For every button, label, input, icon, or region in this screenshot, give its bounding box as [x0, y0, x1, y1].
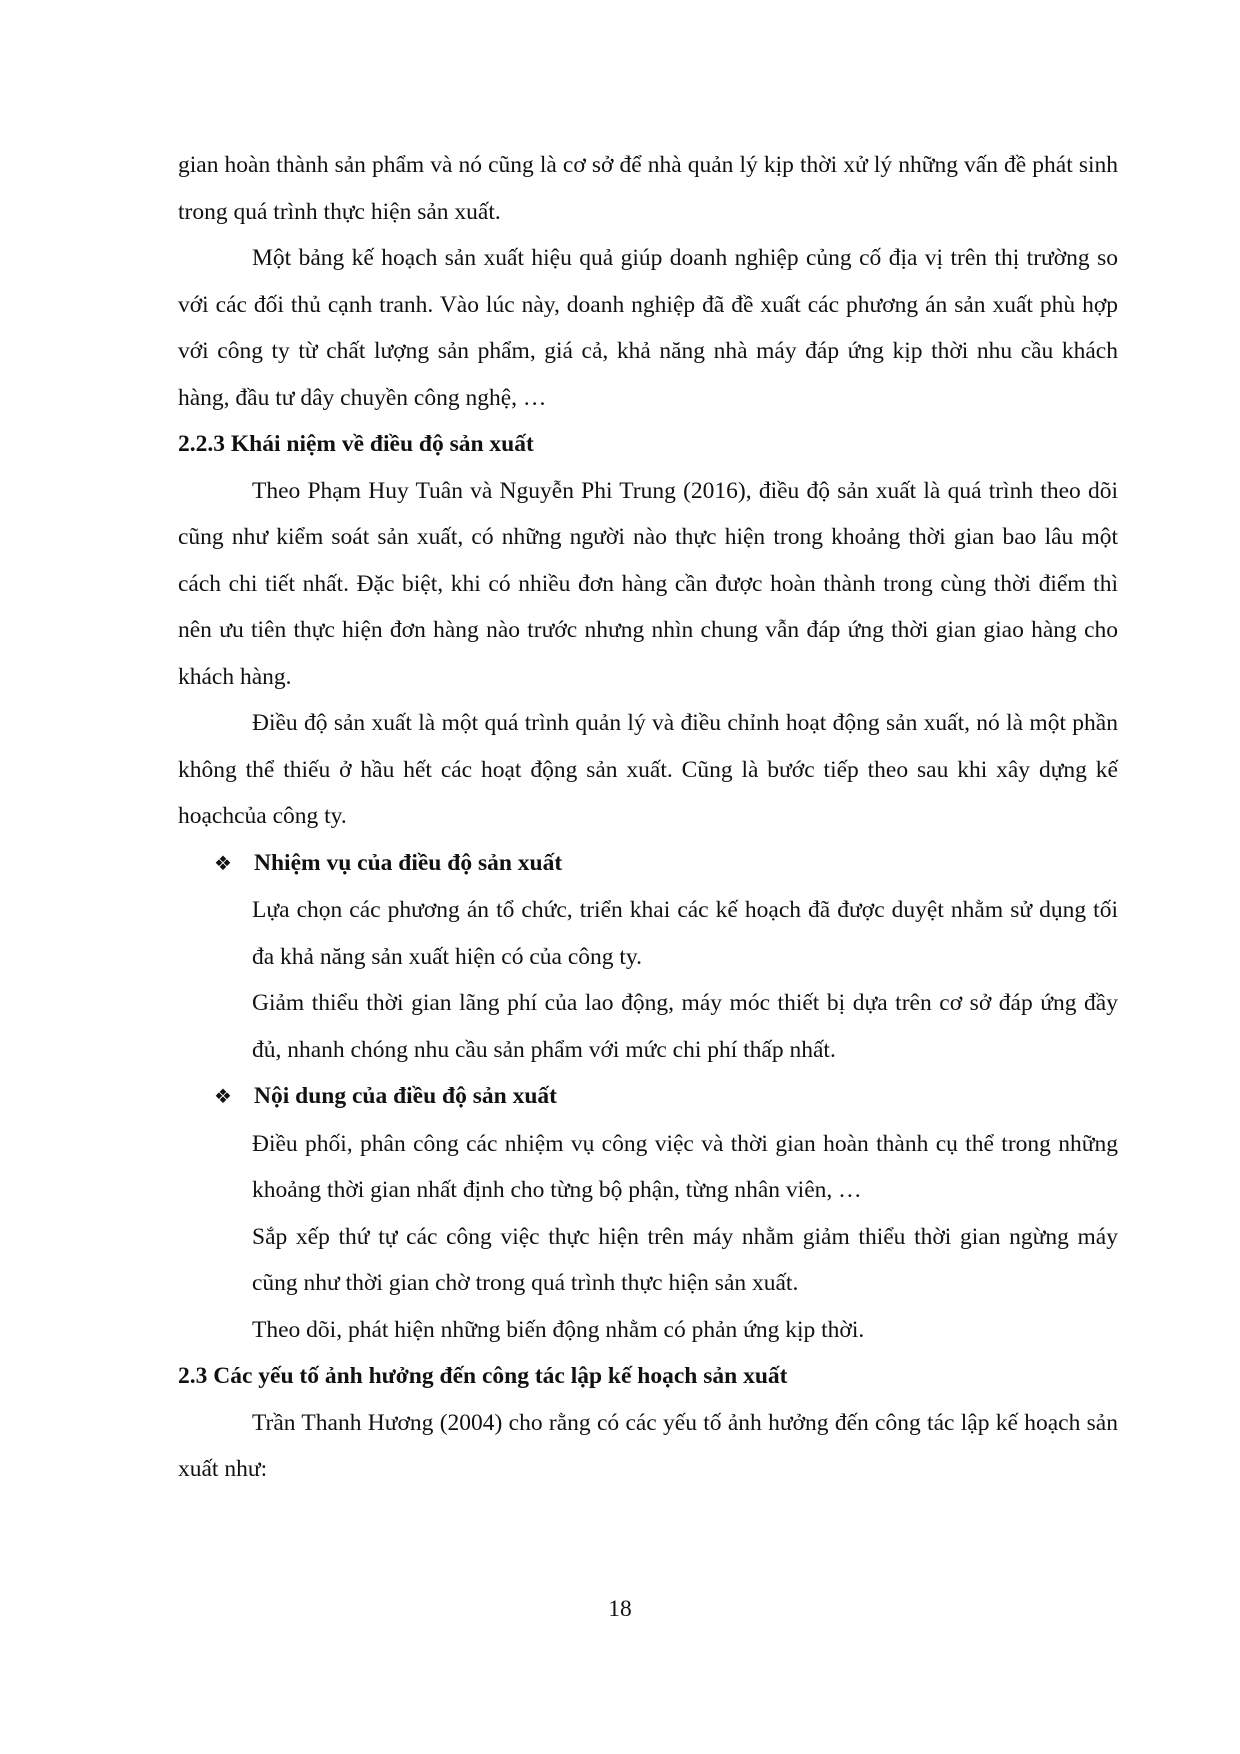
task-item-2: Giảm thiểu thời gian lãng phí của lao động, máy móc thiết bị dựa trên cơ sở đáp ứng đầy đủ, nhanh chóng nhu cầu sản phẩm với mức chi phí thấp nhất.: [252, 990, 1118, 1063]
paragraph-production-plan-benefits: Một bảng kế hoạch sản xuất hiệu quả giúp doanh nghiệp củng cố địa vị trên thị trường so với các đối thủ cạnh tranh. Vào lúc này, doanh nghiệp đã đề xuất các phương án sản xuất phù hợp với công ty từ chất lượng sản phẩm, giá cả, khả năng nhà máy đáp ứng kịp thời nhu cầu khách hàng, đầu tư dây chuyền công nghệ, …: [178, 245, 1118, 411]
diamond-bullet-icon: ❖: [214, 1086, 232, 1108]
heading-2-3: 2.3 Các yếu tố ảnh hưởng đến công tác lập kế hoạch sản xuất: [178, 1363, 788, 1389]
content-item-1: Điều phối, phân công các nhiệm vụ công việc và thời gian hoàn thành cụ thể trong những khoảng thời gian nhất định cho từng bộ phận, từng nhân viên, …: [252, 1130, 1118, 1203]
bullet-heading-tasks-label: Nhiệm vụ của điều độ sản xuất: [254, 849, 563, 876]
paragraph-scheduling-process: Điều độ sản xuất là một quá trình quản lý và điều chỉnh hoạt động sản xuất, nó là một phần không thể thiếu ở hầu hết các hoạt động sản xuất. Cũng là bước tiếp theo sau khi xây dựng kế hoạchcủa công ty.: [178, 710, 1118, 829]
content-item-2: Sắp xếp thứ tự các công việc thực hiện trên máy nhằm giảm thiểu thời gian ngừng máy cũng như thời gian chờ trong quá trình thực hiện sản xuất.: [252, 1223, 1118, 1296]
page-number: 18: [608, 1596, 632, 1622]
task-item-1: Lựa chọn các phương án tổ chức, triển khai các kế hoạch đã được duyệt nhằm sử dụng tối đa khả năng sản xuất hiện có của công ty.: [252, 897, 1118, 970]
bullet-heading-content-label: Nội dung của điều độ sản xuất: [254, 1083, 557, 1109]
paragraph-factors-intro: Trần Thanh Hương (2004) cho rằng có các yếu tố ảnh hưởng đến công tác lập kế hoạch sản xuất như:: [178, 1409, 1118, 1482]
heading-2-2-3: 2.2.3 Khái niệm về điều độ sản xuất: [178, 431, 534, 457]
paragraph-continued: gian hoàn thành sản phẩm và nó cũng là cơ sở để nhà quản lý kịp thời xử lý những vấn đề phát sinh trong quá trình thực hiện sản xuất.: [178, 152, 1118, 225]
page-body: [178, 142, 1118, 1493]
content-item-3: Theo dõi, phát hiện những biến động nhằm có phản ứng kịp thời.: [252, 1316, 865, 1343]
diamond-bullet-icon: ❖: [214, 852, 232, 875]
paragraph-scheduling-definition: Theo Phạm Huy Tuân và Nguyễn Phi Trung (2016), điều độ sản xuất là quá trình theo dõi cũng như kiểm soát sản xuất, có những người nào thực hiện trong khoảng thời gian bao lâu một cách chi tiết nhất. Đặc biệt, khi có nhiều đơn hàng cần được hoàn thành trong cùng thời điểm thì nên ưu tiên thực hiện đơn hàng nào trước nhưng nhìn chung vẫn đáp ứng thời gian giao hàng cho khách hàng.: [178, 477, 1118, 690]
bullet-heading-tasks: [178, 840, 1118, 888]
bullet-heading-content: [178, 1073, 1118, 1121]
